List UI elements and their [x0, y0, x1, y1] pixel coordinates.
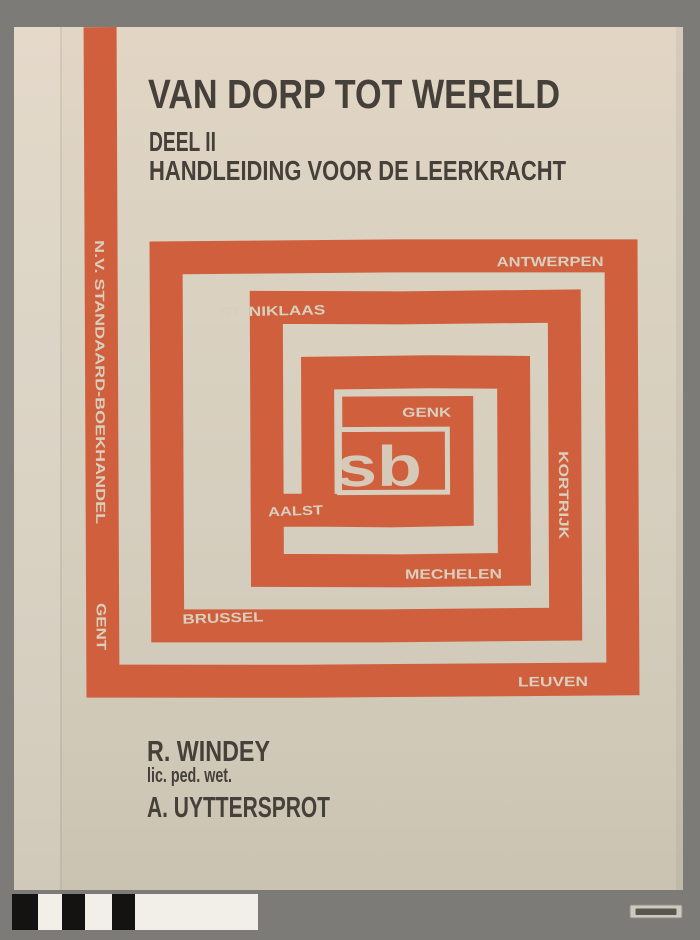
scan-stamp-text-smudge — [636, 909, 677, 916]
publisher-spine-text: N.V. STANDAARD-BOEKHANDEL — [91, 240, 108, 446]
subtitle: HANDLEIDING VOOR DE LEERKRACHT — [149, 155, 566, 186]
page-title: VAN DORP TOT WERELD — [148, 71, 560, 117]
spine-city-label: GENT — [93, 603, 109, 641]
city-label-st-niklaas: ST. NIKLAAS — [219, 302, 303, 320]
publisher-monogram-logo: sb — [335, 434, 403, 500]
city-label-kortrijk: KORTRIJK — [555, 451, 572, 521]
cover-spine-crease — [60, 27, 62, 890]
series-label: DEEL II — [149, 126, 216, 157]
city-label-leuven: LEUVEN — [517, 674, 573, 690]
calibration-block-5 — [112, 894, 135, 930]
author-1-name: R. WINDEY — [147, 736, 270, 768]
calibration-block-4 — [85, 894, 112, 930]
city-label-antwerpen: ANTWERPEN — [496, 254, 584, 270]
cover-spine-highlight — [14, 27, 60, 890]
cover-right-edge-shadow — [676, 27, 683, 890]
author-1-degree: lic. ped. wet. — [147, 765, 232, 787]
author-2-name: A. UYTTERSPROT — [147, 792, 331, 824]
city-label-brussel: BRUSSEL — [182, 609, 248, 627]
calibration-block-2 — [38, 894, 62, 930]
book-cover — [14, 25, 683, 890]
calibration-block-6 — [135, 894, 258, 930]
scan-stamp — [630, 905, 682, 918]
city-label-mechelen: MECHELEN — [404, 566, 481, 582]
city-label-aalst: AALST — [267, 502, 312, 520]
calibration-block-1 — [12, 894, 38, 930]
calibration-block-3 — [62, 894, 85, 930]
calibration-strip — [12, 894, 258, 930]
city-label-genk: GENK — [402, 404, 440, 420]
